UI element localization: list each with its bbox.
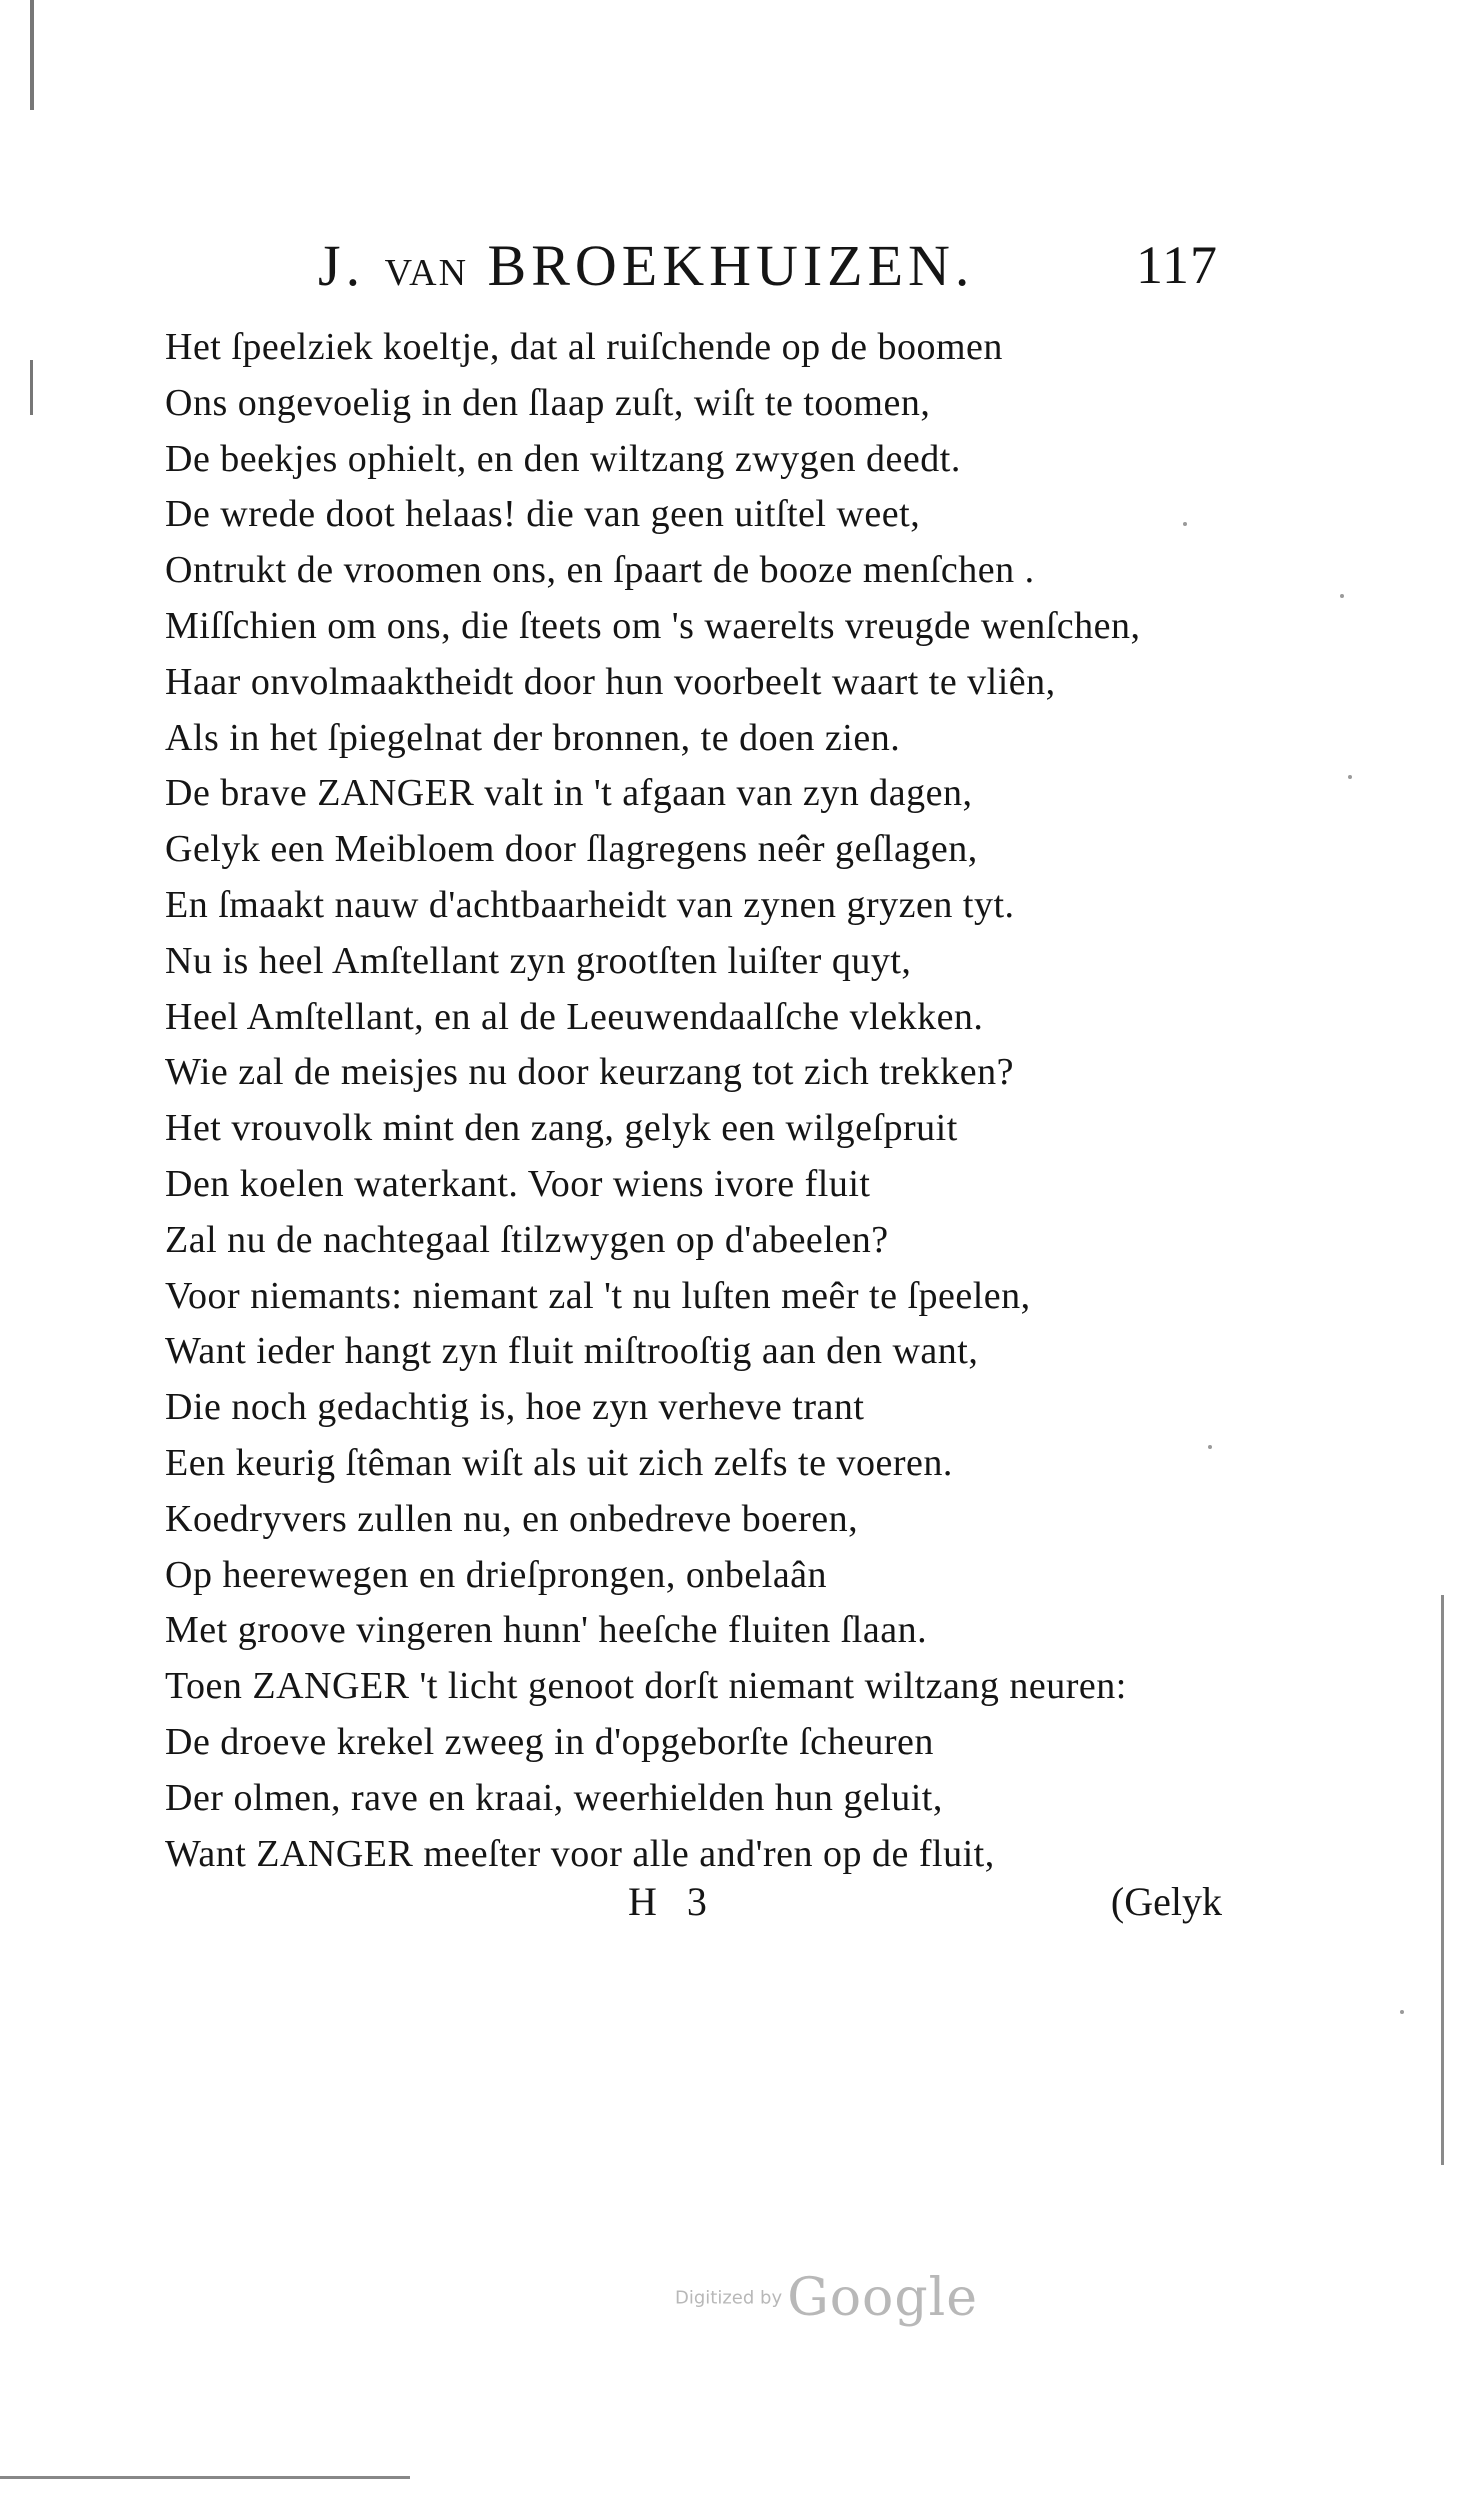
poem-line: Als in het ſpiegelnat der bronnen, te doen zien. xyxy=(165,716,901,759)
poem-line: Het vrouvolk mint den zang, gelyk een wilgeſpruit xyxy=(165,1107,958,1150)
poem-line: Die noch gedachtig is, hoe zyn verheve trant xyxy=(165,1386,865,1429)
poem-line: Ontrukt de vroomen ons, en ſpaart de booze menſchen . xyxy=(165,549,1035,592)
poem-line: Koedryvers zullen nu, en onbedreve boeren, xyxy=(165,1497,859,1540)
print-speck xyxy=(1400,2010,1404,2014)
poem-line: Heel Amſtellant, en al de Leeuwendaalſche vlekken. xyxy=(165,995,984,1038)
catchword: (Gelyk xyxy=(1110,1879,1222,1924)
signature-mark: H 3 xyxy=(628,1879,717,1924)
running-head-initial: J. xyxy=(318,233,366,298)
poem-line: Toen ZANGER 't licht genoot dorſt niemant wiltzang neuren: xyxy=(165,1665,1127,1708)
poem-line: Haar onvolmaaktheidt door hun voorbeelt waart te vliên, xyxy=(165,660,1056,703)
poem-line: De beekjes ophielt, en den wiltzang zwygen deedt. xyxy=(165,437,961,480)
poem-line: De wrede doot helaas! die van geen uitſtel weet, xyxy=(165,493,921,536)
watermark-prefix: Digitized by xyxy=(675,2287,783,2309)
poem-line: Met groove vingeren hunn' heeſche fluiten ſlaan. xyxy=(165,1609,928,1652)
poem-line: Ons ongevoelig in den ſlaap zuſt, wiſt te toomen, xyxy=(165,381,931,424)
print-speck xyxy=(1340,594,1344,598)
poem-line: Want ZANGER meeſter voor alle and'ren op de fluit, xyxy=(165,1832,995,1875)
poem-line: Voor niemants: niemant zal 't nu luſten meêr te ſpeelen, xyxy=(165,1274,1031,1317)
page-footer xyxy=(160,1878,1240,1938)
poem-line: Op heerewegen en drieſprongen, onbelaân xyxy=(165,1553,828,1596)
print-speck xyxy=(1348,775,1352,779)
poem-line: De droeve krekel zweeg in d'opgeborſte ſcheuren xyxy=(165,1720,934,1763)
page-header xyxy=(318,232,1218,312)
poem-line: Wie zal de meisjes nu door keurzang tot zich trekken? xyxy=(165,1051,1015,1094)
watermark-brand: Google xyxy=(787,2268,979,2328)
poem-line: Gelyk een Meibloem door ſlagregens neêr geſlagen, xyxy=(165,828,978,871)
page-edge-mark xyxy=(30,0,34,110)
page-number: 117 xyxy=(1136,235,1218,295)
poem-line: De brave ZANGER valt in 't afgaan van zyn dagen, xyxy=(165,772,973,815)
poem-line: En ſmaakt nauw d'achtbaarheidt van zynen gryzen tyt. xyxy=(165,883,1015,926)
poem-line: Nu is heel Amſtellant zyn grootſten luiſter quyt, xyxy=(165,939,912,982)
poem-line: Want ieder hangt zyn fluit miſtrooſtig aan den want, xyxy=(165,1330,979,1373)
poem-line: Den koelen waterkant. Voor wiens ivore fluit xyxy=(165,1162,871,1205)
poem-line: Zal nu de nachtegaal ſtilzwygen op d'abeelen? xyxy=(165,1218,889,1261)
poem-line: Het ſpeelziek koeltje, dat al ruiſchende op de boomen xyxy=(165,326,1003,368)
poem-line: Een keurig ſtêman wiſt als uit zich zelfs te voeren. xyxy=(165,1441,953,1484)
running-head-preposition: VAN xyxy=(384,252,469,294)
digitization-watermark xyxy=(675,2268,978,2328)
page-edge-mark xyxy=(30,360,33,415)
page-edge-mark xyxy=(0,2476,410,2479)
poem-text xyxy=(165,320,1245,1882)
running-head-name: BROEKHUIZEN. xyxy=(487,233,975,298)
poem-line: Miſſchien om ons, die ſteets om 's waerelts vreugde wenſchen, xyxy=(165,604,1141,647)
poem-line: Der olmen, rave en kraai, weerhielden hun geluit, xyxy=(165,1776,943,1819)
page-edge-mark xyxy=(1441,1595,1444,2165)
running-head xyxy=(318,232,974,299)
